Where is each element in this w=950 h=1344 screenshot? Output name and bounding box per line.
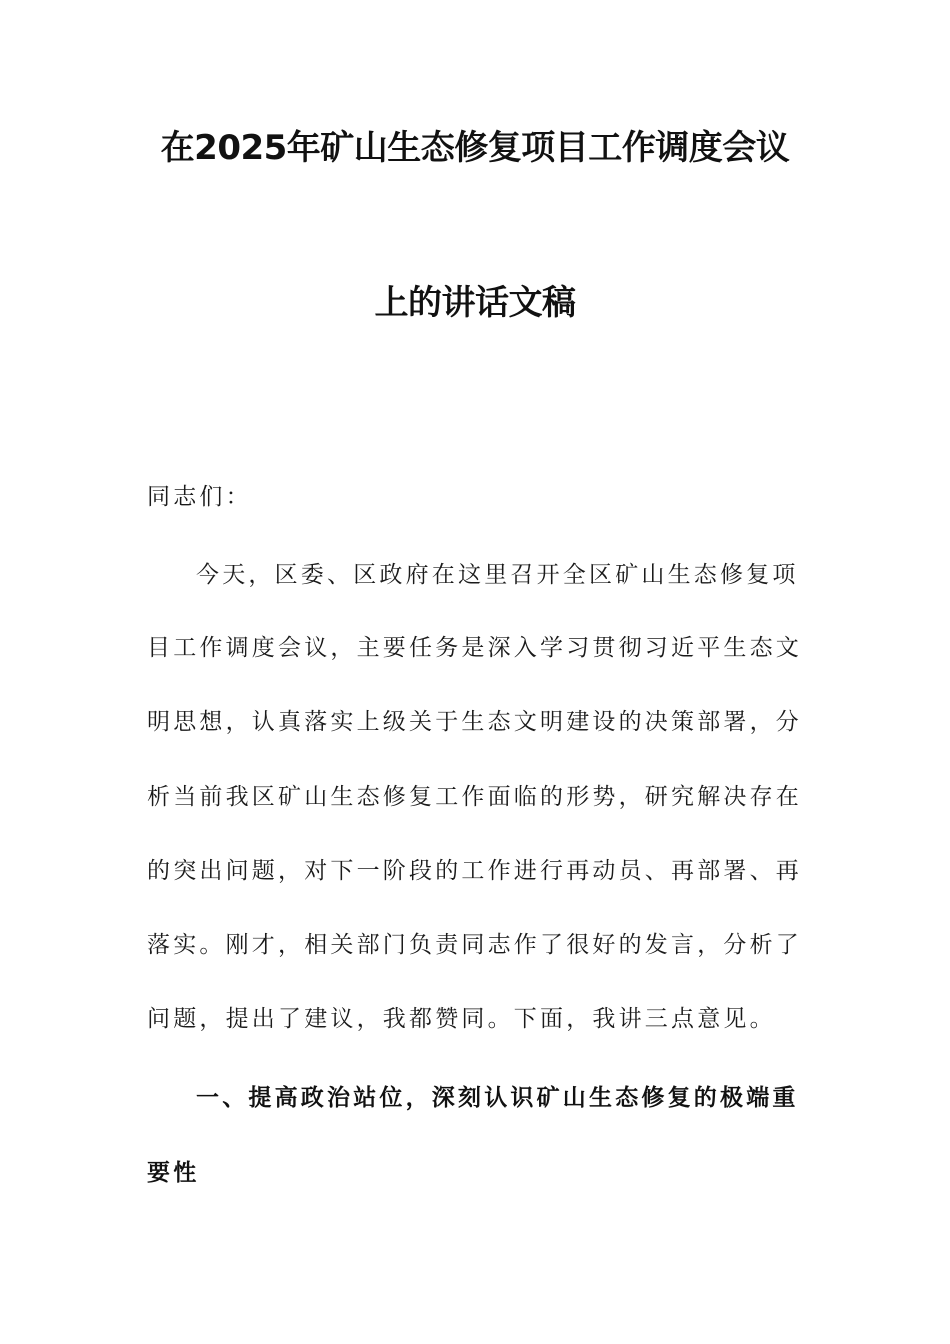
paragraph-line: 明思想，认真落实上级关于生态文明建设的决策部署，分 <box>147 709 802 735</box>
paragraph-line: 问题，提出了建议，我都赞同。下面，我讲三点意见。 <box>147 1006 776 1032</box>
paragraph-line: 析当前我区矿山生态修复工作面临的形势，研究解决存在 <box>147 784 802 810</box>
paragraph-line: 今天，区委、区政府在这里召开全区矿山生态修复项 <box>196 562 799 588</box>
document-title-line-1: 在2025年矿山生态修复项目工作调度会议 <box>160 128 790 168</box>
paragraph-line: 落实。刚才，相关部门负责同志作了很好的发言，分析了 <box>147 932 802 958</box>
paragraph-line: 的突出问题，对下一阶段的工作进行再动员、再部署、再 <box>147 858 802 884</box>
section-heading-line: 一、提高政治站位，深刻认识矿山生态修复的极端重 <box>196 1084 799 1111</box>
salutation: 同志们： <box>147 484 252 510</box>
document-title-line-2: 上的讲话文稿 <box>374 283 576 323</box>
paragraph-line: 目工作调度会议，主要任务是深入学习贯彻习近平生态文 <box>147 635 802 661</box>
section-heading-line: 要性 <box>147 1159 200 1186</box>
